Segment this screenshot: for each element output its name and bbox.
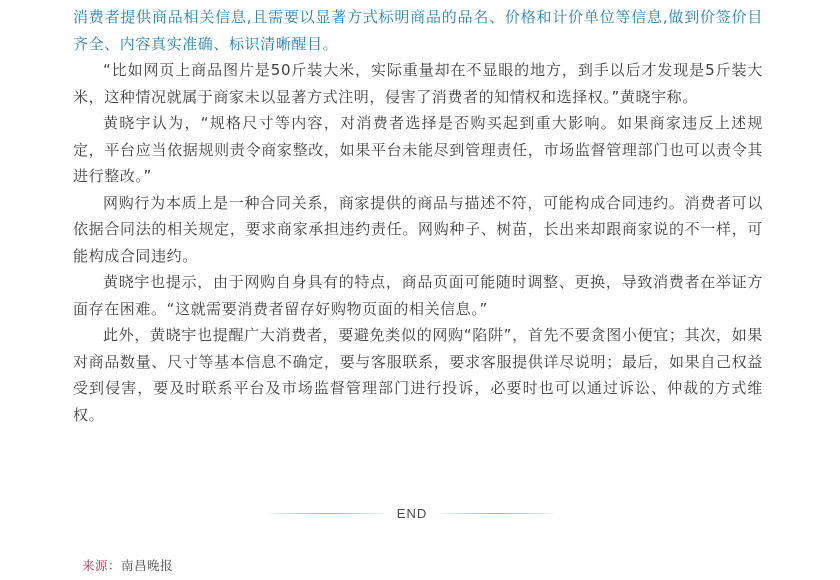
article-paragraph: 黄晓宇也提示，由于网购自身具有的特点，商品页面可能随时调整、更换，导致消费者在举证方面存在困难。“这就需要消费者留存好购物页面的相关信息。” bbox=[73, 273, 763, 318]
source-name: 南昌晚报 bbox=[121, 558, 174, 573]
article-paragraph: 黄晓宇认为，“规格尺寸等内容，对消费者选择是否购买起到重大影响。如果商家违反上述规定，平台应当依据规则责令商家整改，如果平台未能尽到管理责任，市场监督管理部门也可以责令其进行整改。” bbox=[73, 114, 763, 185]
source-label: 来源： bbox=[82, 558, 122, 573]
article-paragraph: 网购行为本质上是一种合同关系，商家提供的商品与描述不符，可能构成合同违约。消费者可以依据合同法的相关规定，要求商家承担违约责任。网购种子、树苗，长出来却跟商家说的不一样，可能构成合同违约。 bbox=[73, 193, 763, 265]
article-paragraph: 此外，黄晓宇也提醒广大消费者，要避免类似的网购“陷阱”，首先不要贪图小便宜；其次，如果对商品数量、尺寸等基本信息不确定，要与客服联系，要求客服提供详尽说明；最后，如果自己权益受到侵害，要及时联系平台及市场监督管理部门进行投诉，必要时也可以通过诉讼、仲裁的方式维权。 bbox=[73, 326, 763, 424]
end-divider bbox=[270, 502, 554, 524]
divider-line-left bbox=[270, 513, 385, 514]
source-credit bbox=[82, 556, 173, 576]
article-paragraph-highlight: 消费者提供商品相关信息,且需要以显著方式标明商品的品名、价格和计价单位等信息,做到价签价目齐全、内容真实准确、标识清晰醒目。 bbox=[73, 8, 763, 53]
divider-line-right bbox=[439, 513, 554, 514]
end-label: END bbox=[396, 505, 428, 521]
article-body bbox=[73, 4, 763, 428]
article-paragraph: “比如网页上商品图片是50斤装大米，实际重量却在不显眼的地方，到手以后才发现是5斤装大米，这种情况就属于商家未以显著方式注明，侵害了消费者的知情权和选择权。”黄晓宇称。 bbox=[73, 61, 763, 106]
